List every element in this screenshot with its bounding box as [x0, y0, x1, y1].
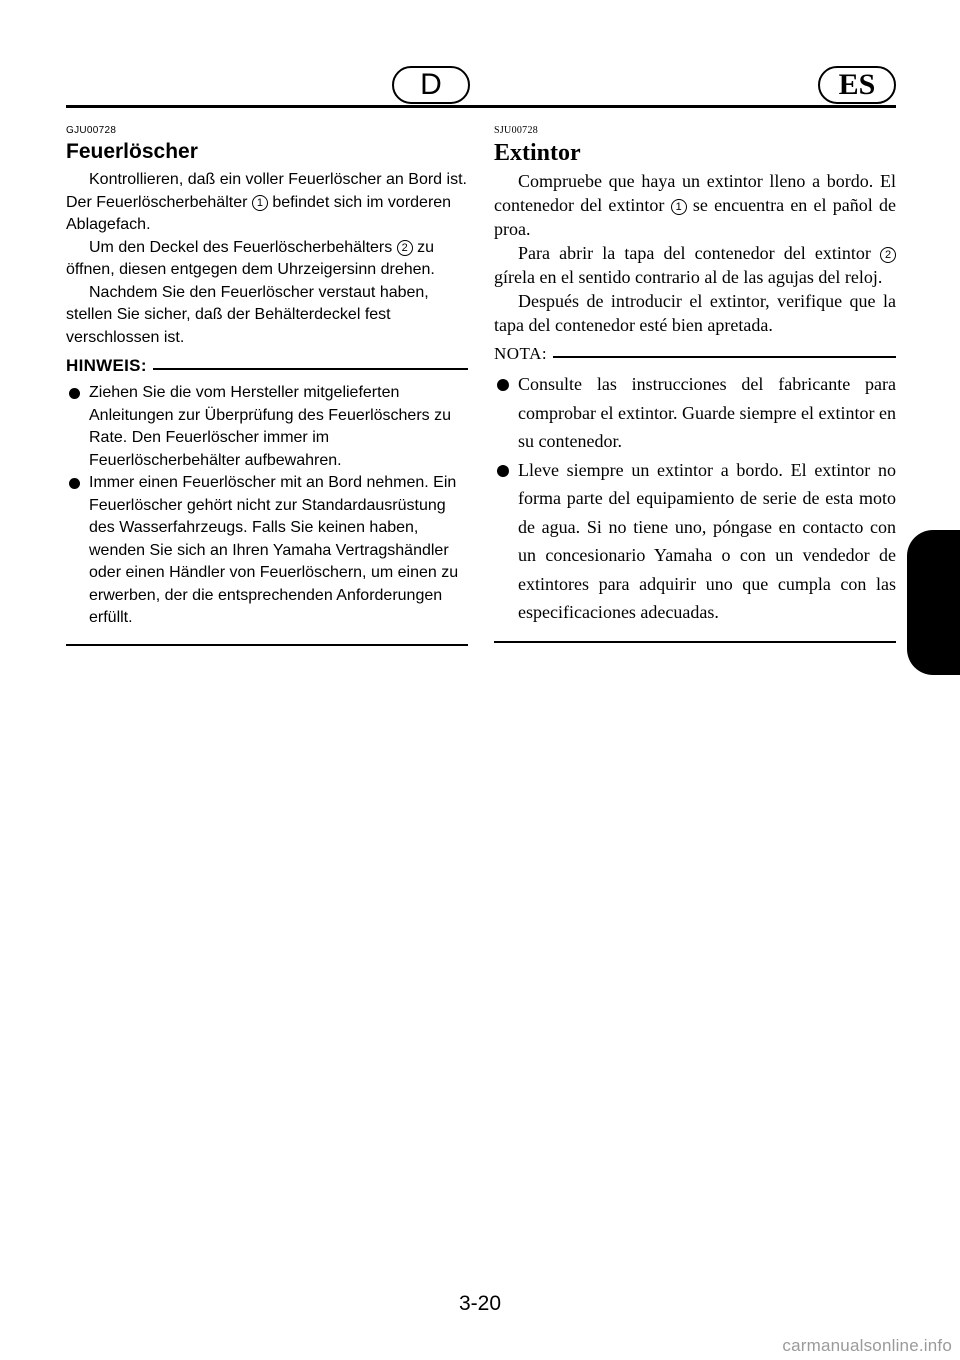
bullet-icon [497, 465, 509, 477]
paragraph-text: Kontrollieren, daß ein voller Feuerlöscher an Bord ist. Der Feuerlöscherbehälter [66, 171, 467, 211]
section-code: SJU00728 [494, 125, 539, 136]
note-rule [153, 368, 468, 370]
callout-number-1: 1 [252, 195, 268, 211]
list-item [494, 370, 896, 456]
paragraph-text: Compruebe que haya un extintor lleno a bordo. El contenedor del extintor [494, 171, 896, 215]
note-header [66, 356, 468, 376]
list-item-text: Lleve siempre un extintor a bordo. El extintor no forma parte del equipamiento de serie de esta moto de agua. Si no tiene uno, póngase en contacto con un concesionario Yamaha o con un vendedor de extintores para adquirir uno que cumpla con las especificaciones adecuadas. [518, 459, 896, 622]
paragraph-text: se encuentra en el pañol de proa. [494, 195, 896, 239]
bullet-icon [69, 388, 80, 399]
list-item-text: Consulte las instrucciones del fabricante para comprobar el extintor. Guarde siempre el extintor en su contenedor. [518, 374, 896, 451]
watermark: carmanualsonline.info [782, 1336, 952, 1355]
note-end-rule [66, 644, 468, 646]
section-title: Extintor [494, 140, 581, 166]
note-label: HINWEIS: [66, 356, 147, 375]
language-tab-spanish: ES [818, 66, 896, 104]
paragraph-3: Nachdem Sie den Feuerlöscher verstaut haben, stellen Sie sicher, daß der Behälterdeckel fest verschlossen ist. [66, 283, 429, 346]
german-column [66, 125, 468, 646]
note-list [66, 382, 468, 630]
paragraph-2 [66, 237, 468, 282]
paragraph-text: Um den Deckel des Feuerlöscherbehälters [89, 238, 397, 256]
list-item-text: Ziehen Sie die vom Hersteller mitgelieferten Anleitungen zur Überprüfung des Feuerlöschers zu Rate. Den Feuerlöscher immer im Feuerlöscherbehälter aufbewahren. [89, 384, 451, 469]
header-rule [66, 105, 896, 108]
callout-number-1: 1 [671, 199, 687, 215]
bullet-icon [497, 379, 509, 391]
paragraph-text: befindet sich im vorderen Ablagefach. [66, 193, 452, 233]
list-item [66, 472, 468, 630]
paragraph-1 [494, 169, 896, 241]
note-rule [553, 356, 896, 358]
paragraph-text: Para abrir la tapa del contenedor del extintor [518, 243, 880, 263]
paragraph-1 [66, 169, 468, 237]
section-code: GJU00728 [66, 125, 117, 136]
page-number: 3-20 [458, 1292, 502, 1315]
paragraph-text: zu öffnen, diesen entgegen dem Uhrzeigersinn drehen. [66, 238, 435, 278]
list-item-text: Immer einen Feuerlöscher mit an Bord nehmen. Ein Feuerlöscher gehört nicht zur Standardausrüstung des Wasserfahrzeugs. Falls Sie keinen haben, wenden Sie sich an Ihren Yamaha Vertragshändler oder einen Händler von Feuerlöschern, um einen zu erwerben, der die entsprechenden Anforderungen erfüllt. [89, 474, 459, 626]
paragraph-2 [494, 241, 896, 289]
chapter-side-tab [907, 530, 960, 675]
callout-number-2: 2 [880, 247, 896, 263]
note-end-rule [494, 641, 896, 643]
spanish-column [494, 125, 896, 643]
paragraph-text: gírela en el sentido contrario al de las agujas del reloj. [494, 267, 883, 287]
list-item [494, 456, 896, 627]
paragraph-3: Después de introducir el extintor, verifique que la tapa del contenedor esté bien apretada. [494, 291, 896, 335]
bullet-icon [69, 478, 80, 489]
note-label: NOTA: [494, 344, 548, 363]
callout-number-2: 2 [397, 240, 413, 256]
language-tab-german: D [392, 66, 470, 104]
list-item [66, 382, 468, 472]
note-header [494, 344, 896, 364]
section-title: Feuerlöscher [66, 140, 198, 163]
note-list [494, 370, 896, 627]
